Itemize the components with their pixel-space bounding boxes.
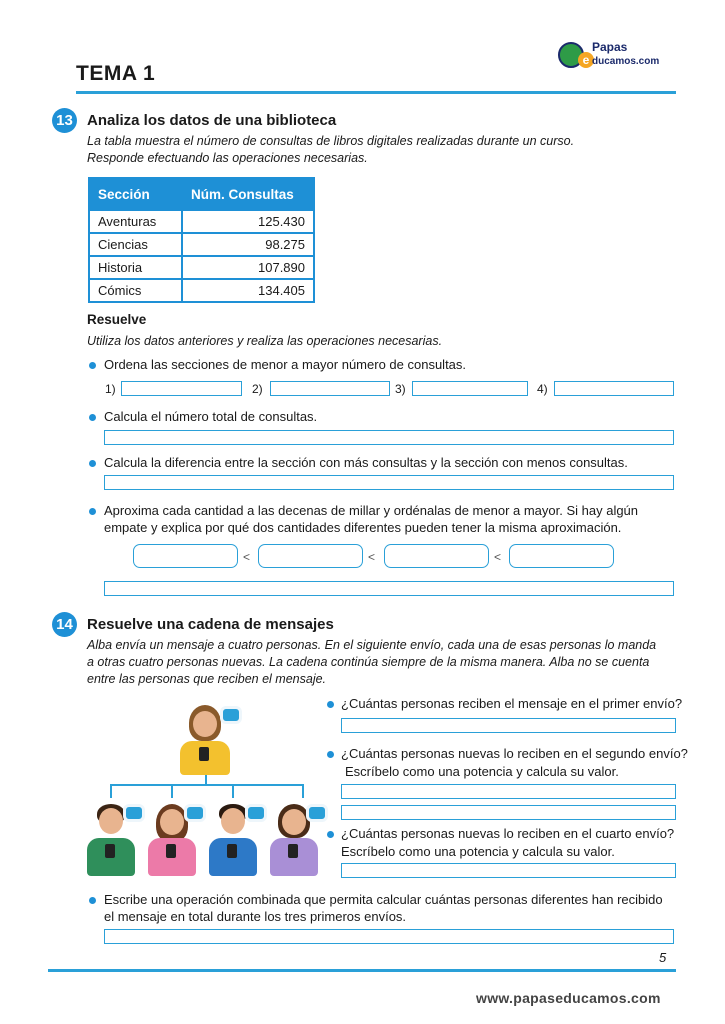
exercise-14-intro-1: Alba envía un mensaje a cuatro personas. En el siguiente envío, cada una de esas personas lo manda bbox=[87, 638, 657, 652]
question-fourth-send-line1: ¿Cuántas personas nuevas lo reciben en el cuarto envío? bbox=[341, 826, 675, 841]
bullet-icon bbox=[89, 897, 96, 904]
less-than-2: < bbox=[368, 550, 376, 564]
page-number: 5 bbox=[659, 950, 667, 965]
order-answer-2[interactable] bbox=[270, 381, 390, 396]
message-bubble-icon bbox=[245, 804, 267, 822]
message-bubble-icon bbox=[306, 804, 328, 822]
table-cell-section: Historia bbox=[89, 256, 182, 279]
approx-explanation-field[interactable] bbox=[104, 581, 674, 596]
exercise-14-number: 14 bbox=[52, 612, 77, 637]
table-row bbox=[89, 210, 314, 233]
order-label-2: 2) bbox=[252, 382, 263, 396]
question-fourth-send-line2: Escríbelo como una potencia y calcula su valor. bbox=[341, 844, 615, 859]
bullet-icon bbox=[89, 508, 96, 515]
message-bubble-icon bbox=[123, 804, 145, 822]
bullet-icon bbox=[327, 701, 334, 708]
order-answer-3[interactable] bbox=[412, 381, 528, 396]
table-cell-section: Ciencias bbox=[89, 233, 182, 256]
exercise-14-intro-3: entre las personas que reciben el mensaje. bbox=[87, 672, 327, 686]
question-second-send-line1: ¿Cuántas personas nuevas lo reciben en el segundo envío? bbox=[341, 746, 688, 761]
order-label-4: 4) bbox=[537, 382, 548, 396]
question-order: Ordena las secciones de menor a mayor número de consultas. bbox=[104, 357, 467, 372]
table-cell-value: 98.275 bbox=[182, 233, 314, 256]
order-answer-4[interactable] bbox=[554, 381, 674, 396]
message-bubble-icon bbox=[220, 706, 242, 724]
less-than-3: < bbox=[494, 550, 502, 564]
table-header-consultas: Núm. Consultas bbox=[182, 178, 314, 210]
fourth-send-answer-field[interactable] bbox=[341, 863, 676, 878]
question-approx-line1: Aproxima cada cantidad a las decenas de millar y ordénalas de menor a mayor. Si hay algún bbox=[104, 503, 639, 518]
papaseducamos-logo bbox=[556, 36, 676, 76]
table-cell-value: 125.430 bbox=[182, 210, 314, 233]
bullet-icon bbox=[327, 831, 334, 838]
first-send-answer-field[interactable] bbox=[341, 718, 676, 733]
footer-site: www.papaseducamos.com bbox=[476, 990, 661, 1006]
table-row bbox=[89, 256, 314, 279]
order-label-1: 1) bbox=[105, 382, 116, 396]
exercise-14-intro-2: a otras cuatro personas nuevas. La cadena continúa siempre de la misma manera. Alba no se cuenta bbox=[87, 655, 650, 669]
logo-line1: Papas bbox=[592, 40, 628, 54]
message-chain-illustration bbox=[80, 700, 330, 880]
table-cell-value: 134.405 bbox=[182, 279, 314, 302]
approx-answer-1[interactable] bbox=[133, 544, 238, 568]
question-total: Calcula el número total de consultas. bbox=[104, 409, 318, 424]
approx-answer-3[interactable] bbox=[384, 544, 489, 568]
table-row bbox=[89, 233, 314, 256]
second-send-power-field[interactable] bbox=[341, 784, 676, 799]
question-combined-line1: Escribe una operación combinada que permita calcular cuántas personas diferentes han recibido bbox=[104, 892, 663, 907]
table-header-section: Sección bbox=[89, 178, 182, 210]
question-approx-line2: empate y explica por qué dos cantidades diferentes pueden tener la misma aproximación. bbox=[104, 520, 622, 535]
library-table bbox=[88, 177, 315, 303]
difference-answer-field[interactable] bbox=[104, 475, 674, 490]
logo-e: e bbox=[578, 52, 594, 68]
table-cell-section: Aventuras bbox=[89, 210, 182, 233]
approx-answer-4[interactable] bbox=[509, 544, 614, 568]
approx-answer-2[interactable] bbox=[258, 544, 363, 568]
logo-line2: ducamos.com bbox=[592, 56, 660, 67]
bullet-icon bbox=[89, 414, 96, 421]
exercise-13-intro-2: Responde efectuando las operaciones necesarias. bbox=[87, 151, 368, 165]
header-divider bbox=[76, 91, 676, 94]
message-bubble-icon bbox=[184, 804, 206, 822]
resuelve-intro: Utiliza los datos anteriores y realiza las operaciones necesarias. bbox=[87, 334, 443, 348]
footer-divider bbox=[48, 969, 676, 972]
order-answer-1[interactable] bbox=[121, 381, 242, 396]
bullet-icon bbox=[89, 460, 96, 467]
question-combined-line2: el mensaje en total durante los tres primeros envíos. bbox=[104, 909, 407, 924]
less-than-1: < bbox=[243, 550, 251, 564]
question-first-send: ¿Cuántas personas reciben el mensaje en el primer envío? bbox=[341, 696, 683, 711]
topic-title: TEMA 1 bbox=[76, 62, 156, 85]
total-answer-field[interactable] bbox=[104, 430, 674, 445]
question-second-send-line2: Escríbelo como una potencia y calcula su valor. bbox=[345, 764, 619, 779]
question-difference: Calcula la diferencia entre la sección con más consultas y la sección con menos consultas. bbox=[104, 455, 628, 470]
bullet-icon bbox=[327, 751, 334, 758]
table-cell-section: Cómics bbox=[89, 279, 182, 302]
second-send-value-field[interactable] bbox=[341, 805, 676, 820]
table-cell-value: 107.890 bbox=[182, 256, 314, 279]
exercise-13-intro-1: La tabla muestra el número de consultas de libros digitales realizadas durante un curso. bbox=[87, 134, 575, 148]
table-row bbox=[89, 279, 314, 302]
exercise-13-title: Analiza los datos de una biblioteca bbox=[87, 112, 337, 129]
exercise-14-title: Resuelve una cadena de mensajes bbox=[87, 616, 334, 633]
bullet-icon bbox=[89, 362, 96, 369]
exercise-13-number: 13 bbox=[52, 108, 77, 133]
combined-operation-field[interactable] bbox=[104, 929, 674, 944]
order-label-3: 3) bbox=[395, 382, 406, 396]
resuelve-heading: Resuelve bbox=[87, 312, 147, 327]
